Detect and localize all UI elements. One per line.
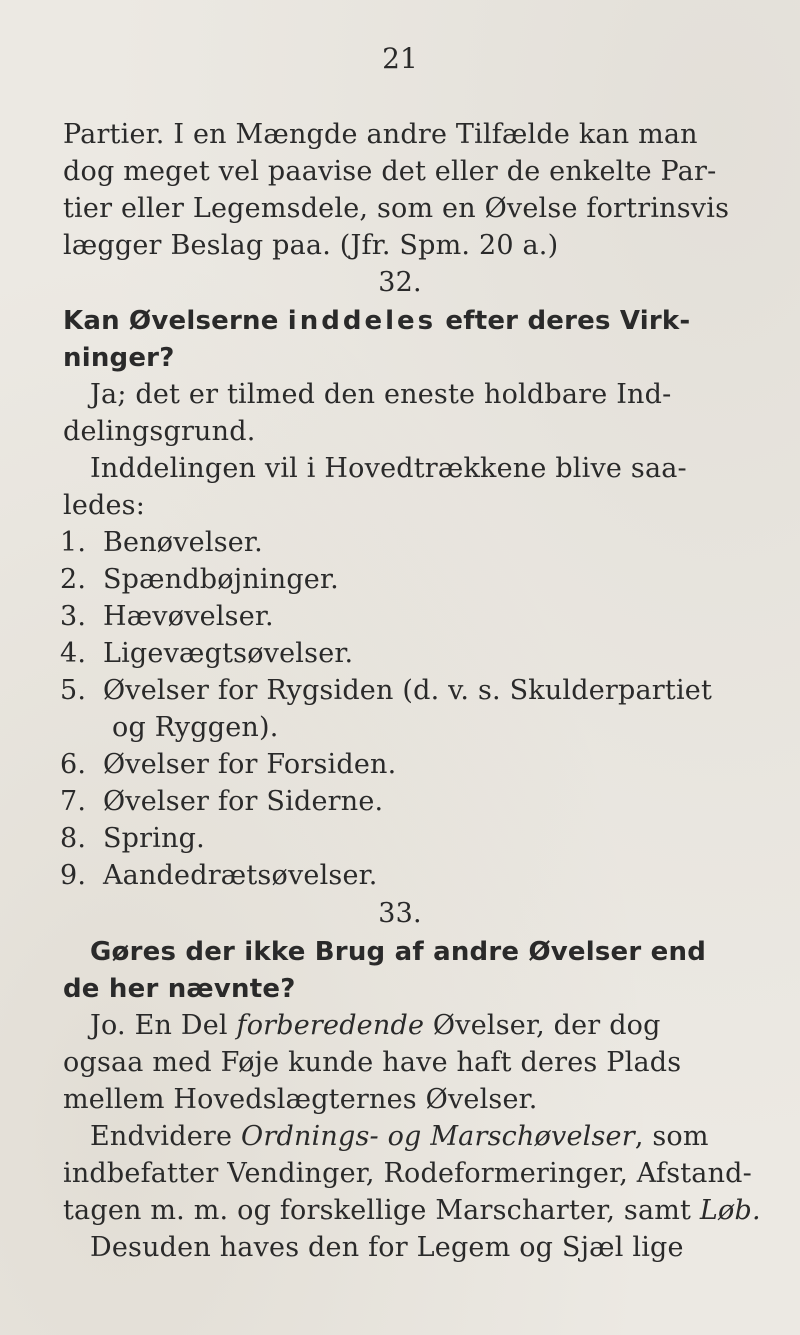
list-item-text: Spring. xyxy=(102,823,205,854)
answer-33-line6 xyxy=(63,1194,761,1228)
list-item-text: Øvelser for Rygsiden (d. v. s. Skulderpartiet xyxy=(102,675,713,706)
list-item-text: Spændbøjninger. xyxy=(102,564,339,595)
answer-32-line2: delingsgrund. xyxy=(63,416,256,447)
answer-33-line4-b: , som xyxy=(634,1121,709,1152)
list-item-number: 9. xyxy=(60,860,87,891)
list-item-text: Benøvelser. xyxy=(102,527,263,558)
list-item xyxy=(60,600,274,634)
question-32-part-b: inddeles xyxy=(287,306,437,336)
list-item-number: 3. xyxy=(60,601,87,632)
list-item-text: Hævøvelser. xyxy=(102,601,274,632)
question-32-line2: ninger? xyxy=(63,343,175,373)
list-item-text: Øvelser for Forsiden. xyxy=(102,749,397,780)
list-item xyxy=(60,563,339,597)
list-item-number: 4. xyxy=(60,638,87,669)
section-number-33: 33. xyxy=(378,898,422,929)
list-item-text: Øvelser for Siderne. xyxy=(102,786,384,817)
list-item xyxy=(60,822,205,856)
answer-33-line4-a: Endvidere xyxy=(90,1121,242,1152)
answer-33-line6-a: tagen m. m. og forskellige Marscharter, samt xyxy=(63,1195,700,1226)
page-number: 21 xyxy=(382,42,418,75)
answer-33-line4 xyxy=(90,1120,709,1154)
question-32-part-c: efter deres Virk- xyxy=(445,306,691,336)
answer-33-line1-a: Jo. En Del xyxy=(90,1010,237,1041)
list-item-number: 6. xyxy=(60,749,87,780)
question-33-line2: de her nævnte? xyxy=(63,974,296,1004)
list-item xyxy=(60,637,353,671)
list-item-text: Ligevægtsøvelser. xyxy=(102,638,354,669)
paragraph1-line2: dog meget vel paavise det eller de enkelte Par- xyxy=(63,156,717,187)
answer-33-line3: mellem Hovedslægternes Øvelser. xyxy=(63,1084,538,1115)
paragraph1-line1: Partier. I en Mængde andre Tilfælde kan man xyxy=(63,119,698,150)
question-32-part-a: Kan Øvelserne xyxy=(63,306,279,336)
list-item-text: Aandedrætsøvelser. xyxy=(102,860,378,891)
list-item-number: 5. xyxy=(60,675,87,706)
answer-33-line6-italic: Løb. xyxy=(699,1195,761,1226)
answer-32-line1: Ja; det er tilmed den eneste holdbare Ind- xyxy=(90,379,672,410)
answer-33-line1 xyxy=(90,1009,661,1043)
intro-line1: Inddelingen vil i Hovedtrækkene blive saa- xyxy=(90,453,687,484)
list-item-continuation: og Ryggen). xyxy=(112,712,279,743)
list-item xyxy=(60,859,378,893)
list-item xyxy=(60,748,396,782)
answer-33-line1-b: Øvelser, der dog xyxy=(424,1010,661,1041)
list-item xyxy=(60,785,383,819)
question-33-line1: Gøres der ikke Brug af andre Øvelser end xyxy=(90,937,707,967)
list-item-number: 2. xyxy=(60,564,87,595)
intro-line2: ledes: xyxy=(63,490,146,521)
paragraph1-line4: lægger Beslag paa. (Jfr. Spm. 20 a.) xyxy=(63,230,559,261)
section-number-32: 32. xyxy=(378,267,422,298)
answer-33-line1-italic: forberedende xyxy=(236,1010,425,1041)
answer-33-line7: Desuden haves den for Legem og Sjæl lige xyxy=(90,1232,684,1263)
list-item-number: 8. xyxy=(60,823,87,854)
answer-33-line2: ogsaa med Føje kunde have haft deres Plads xyxy=(63,1047,682,1078)
list-item xyxy=(60,526,263,560)
paragraph1-line3: tier eller Legemsdele, som en Øvelse fortrinsvis xyxy=(63,193,730,224)
question-32-line1 xyxy=(63,304,690,338)
answer-33-line4-italic: Ordnings- og Marschøvelser xyxy=(241,1121,635,1152)
list-item xyxy=(60,674,712,708)
list-item-number: 7. xyxy=(60,786,87,817)
answer-33-line5: indbefatter Vendinger, Rodeformeringer, Afstand- xyxy=(63,1158,752,1189)
list-item-number: 1. xyxy=(60,527,87,558)
